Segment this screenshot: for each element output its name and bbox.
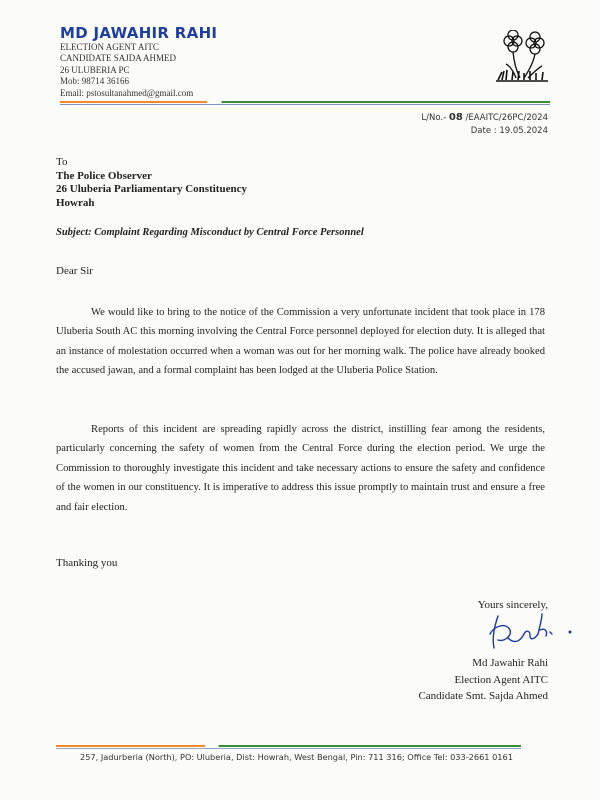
- body-paragraph: We would like to bring to the notice of the Commission a very unfortunate incident that took place in 178 Uluberia South AC this morning involving the Central Force personnel deployed for election duty. It is alleged that an instance of molestation occurred when a woman was out for her morning walk. The police have already booked the accused jawan, and a formal complaint has been lodged at the Uluberia Police Station.: [56, 306, 545, 377]
- reference-label: L/No.-: [421, 113, 447, 123]
- signer-block: [418, 655, 548, 705]
- letterhead-line: CANDIDATE SAJDA AHMED: [60, 53, 177, 64]
- footer-address: 257, Jadurberia (North), PO: Uluberia, Dist: Howrah, West Bengal, Pin: 711 316; Office Tel: 033-2661 0161: [80, 752, 513, 762]
- reference-number: 08: [448, 112, 463, 123]
- recipient-block: [56, 156, 247, 210]
- letterhead-line: 26 ULUBERIA PC: [60, 64, 130, 75]
- recipient-title: The Police Observer: [56, 169, 152, 182]
- date-label: Date :: [470, 126, 497, 136]
- letter-subject: Subject: Complaint Regarding Misconduct by Central Force Personnel: [56, 227, 364, 238]
- footer-divider-underline: [56, 748, 521, 749]
- recipient-location: Howrah: [56, 196, 95, 209]
- reference-line: [421, 111, 548, 125]
- body-paragraph: Reports of this incident are spreading rapidly across the district, instilling fear among the residents, particularly concerning the safety of women from the Central Force during the election period. We urge the Commission to thoroughly investigate this incident and take necessary actions to ensure the safety and confidence of the women in our constituency. It is imperative to address this issue promptly to maintain trust and ensure a free and fair election.: [56, 423, 545, 513]
- header-divider: [60, 101, 550, 103]
- letterhead-details: [60, 42, 193, 99]
- reference-code: /EAAITC/26PC/2024: [465, 113, 548, 123]
- signer-name: Md Jawahir Rahi: [472, 657, 548, 669]
- letterhead-email: Email: pstosultanahmed@gmail.com: [60, 87, 194, 98]
- header-divider-underline: [60, 104, 550, 105]
- letterhead-line: ELECTION AGENT AITC: [60, 42, 159, 52]
- twin-flowers-logo-icon: [492, 30, 552, 90]
- handwritten-signature: [484, 608, 576, 654]
- footer-divider: [56, 745, 521, 747]
- letterhead-mobile: Mob: 98714 36166: [60, 76, 130, 87]
- salutation: Dear Sir: [56, 265, 93, 277]
- thanking-line: Thanking you: [56, 557, 118, 569]
- signer-candidate: Candidate Smt. Sajda Ahmed: [418, 690, 548, 702]
- letter-reference: [421, 111, 548, 138]
- yours-sincerely: Yours sincerely,: [477, 599, 548, 611]
- recipient-constituency: 26 Uluberia Parliamentary Constituency: [56, 183, 247, 195]
- date-value: 19.05.2024: [499, 126, 548, 136]
- recipient-to: To: [56, 156, 68, 168]
- signer-title: Election Agent AITC: [454, 673, 548, 686]
- date-line: [421, 125, 548, 138]
- letterhead-name: MD JAWAHIR RAHI: [60, 24, 218, 42]
